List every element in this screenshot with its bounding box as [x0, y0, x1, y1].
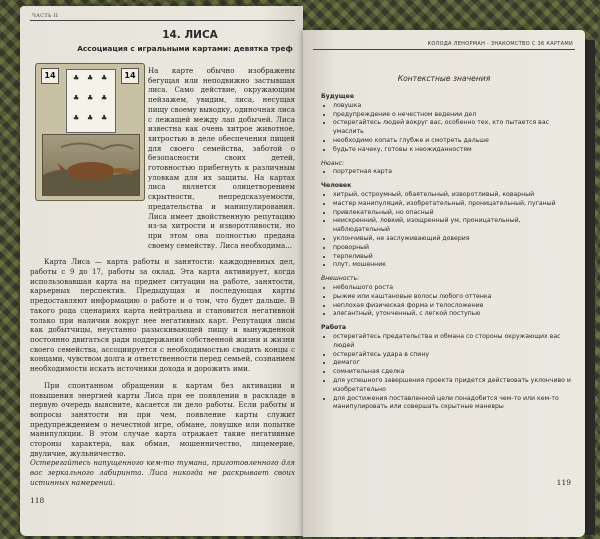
list-item: • демагог: [333, 359, 575, 368]
list-item: • остерегайтесь удара в спину: [333, 351, 575, 360]
list-item: • привлекательный, но опасный: [333, 209, 575, 218]
chapter-subtitle: Ассоциация с игральными картами: девятка треф: [77, 44, 293, 53]
list-item: • предупреждение о нечестном ведении дел: [333, 111, 575, 120]
intro-paragraph: На карте обычно изображены бегущая или неподвижно застывшая лиса. Само действие, окружающим пейзажем, увидим, лиса, несущая пищу своему выводку, одиночная лиса с лежащей между лап добычей. Лиса известна как очень хитрое животное, хитростью в деле обеспечения пищей для своего семейства, заботой о безопасности своих детей, готовностью прибегнуть к различным уловкам для их защиты. На картах лиса является олицетворением скрытности, непредсказуемости, предательства и манипулирования. Лиса имеет двойственную репутацию из-за хитрости и изворотливости, но при этом она полностью предана своему семейству. Лиса необходима...: [148, 66, 295, 250]
list-item: • портретная карта: [333, 168, 575, 177]
italic-warning-paragraph: Остерегайтесь напущенного кем-то тумана, приготовленного для вас зеркального лабиринта. Лиса никогда не раскрывает своих истинных намерений.: [30, 458, 295, 487]
list-item: • плут, мошенник: [333, 261, 575, 270]
work-list: [321, 333, 575, 412]
list-item: • неплохая физическая форма и телосложение: [333, 302, 575, 311]
left-page: [20, 6, 303, 536]
spontaneous-paragraph: При спонтанном обращении к картам без активации и повышения энергией карты Лиса при ее появлении в раскладе в первую очередь выясните, касается ли дело работы. Если работы и вопросы занятости ни при чем, появление карты служит предупреждением о нечестной игре, обмане, ловушке или попытке манипуляции. В этом случае карта отражает такие негативные стороны характера, как обман, мошенничество, лицемерие, двуличие, жульничество.: [30, 380, 295, 458]
list-item: • сомнительная сделка: [333, 368, 575, 377]
book-cover-edge: [585, 40, 595, 535]
club-pip-icon: ♣: [73, 94, 80, 102]
contextual-meanings-heading: Контекстные значения: [397, 74, 491, 83]
list-item: • терпеливый: [333, 253, 575, 262]
club-pip-icon: ♣: [101, 114, 108, 122]
chapter-title: 14. ЛИСА: [162, 29, 218, 41]
list-item: • ловушка: [333, 102, 575, 111]
club-pip-icon: ♣: [87, 74, 94, 82]
running-head: КОЛОДА ЛЕНОРМАН · ЗНАКОМСТВО С 36 КАРТАМИ: [427, 41, 573, 47]
card-number-right: 14: [121, 68, 139, 84]
future-list: [321, 102, 575, 155]
section-title-future: Будущее: [321, 93, 355, 100]
list-item: • остерегайтесь предательства и обмана со стороны окружающих вас людей: [333, 333, 575, 351]
page-number-right: 119: [556, 478, 571, 487]
left-page-body: [30, 66, 295, 488]
section-title-person: Человек: [321, 182, 352, 190]
list-item: • для достижения поставленной цели понадобится чем-то или кем-то манипулировать или совершать скрытные маневры: [333, 395, 575, 413]
section-title-nuance: Нюанс:: [321, 159, 345, 167]
right-page: [303, 30, 585, 537]
header-rule: [313, 49, 575, 50]
list-item: • остерегайтесь людей вокруг вас, особенно тех, кто пытается вас умаслить: [333, 119, 575, 137]
list-item: • хитрый, остроумный, обаятельный, изворотливый, коварный: [333, 191, 575, 200]
nuance-list: [321, 168, 575, 177]
list-item: • небольшого роста: [333, 284, 575, 293]
section-title-work: Работа: [321, 324, 347, 332]
club-pip-icon: ♣: [87, 94, 94, 102]
running-head: ЧАСТЬ II: [32, 13, 59, 19]
card-number-left: 14: [41, 68, 59, 84]
list-item: • уклончивый, не заслуживающий доверия: [333, 235, 575, 244]
list-item: • неискренний, ловкий, изощренный ум, проницательный, наблюдательный: [333, 217, 575, 235]
club-pip-icon: ♣: [101, 94, 108, 102]
list-item: • рыжие или каштановые волосы любого оттенка: [333, 293, 575, 302]
list-item: • будьте начеку, готовы к неожиданностям: [333, 146, 575, 155]
appearance-list: [321, 284, 575, 319]
list-item: • для успешного завершения проекта придется действовать уклончиво и изобретательно: [333, 377, 575, 395]
list-item: • необходимо копать глубже и смотреть дальше: [333, 137, 575, 146]
person-list: [321, 191, 575, 270]
club-pip-icon: ♣: [73, 114, 80, 122]
page-number-left: 118: [30, 496, 45, 505]
club-pip-icon: ♣: [101, 74, 108, 82]
list-item: • проворный: [333, 244, 575, 253]
header-rule: [30, 20, 295, 21]
section-title-appearance: Внешность:: [321, 275, 360, 283]
work-paragraph: Карта Лиса — карта работы и занятости: каждодневных дел, работы с 9 до 17, работы за оклад. Эта карта активирует, когда использовавшая карта на предмет ситуации на работе, занятости, карьерных перспектив. Предыдущая и последующая карты предоставляют информацию о работе и о том, что будет дальше. В такого рода сценариях карта нейтральна и становится негативной только при наличии вокруг нее негативных карт. Репутация лисы как добытчицы, неустанно разыскивающей пищу и вынужденной постоянно двигаться ради поддержания собственной жизни и жизни своего семейства, ассоциируется с необходимостью сводить концы с концами, чувством долга и ответственности перед семьей, сознанием необходимости искать источники дохода и дорожить ими.: [30, 257, 295, 374]
list-item: • мастер манипуляций, изобретательный, проницательный, пуганый: [333, 200, 575, 209]
club-pip-icon: ♣: [87, 114, 94, 122]
club-pip-icon: ♣: [73, 74, 80, 82]
list-item: • элегантный, утонченный, с легкой поступью: [333, 310, 575, 319]
contextual-meanings-list: [321, 88, 575, 412]
